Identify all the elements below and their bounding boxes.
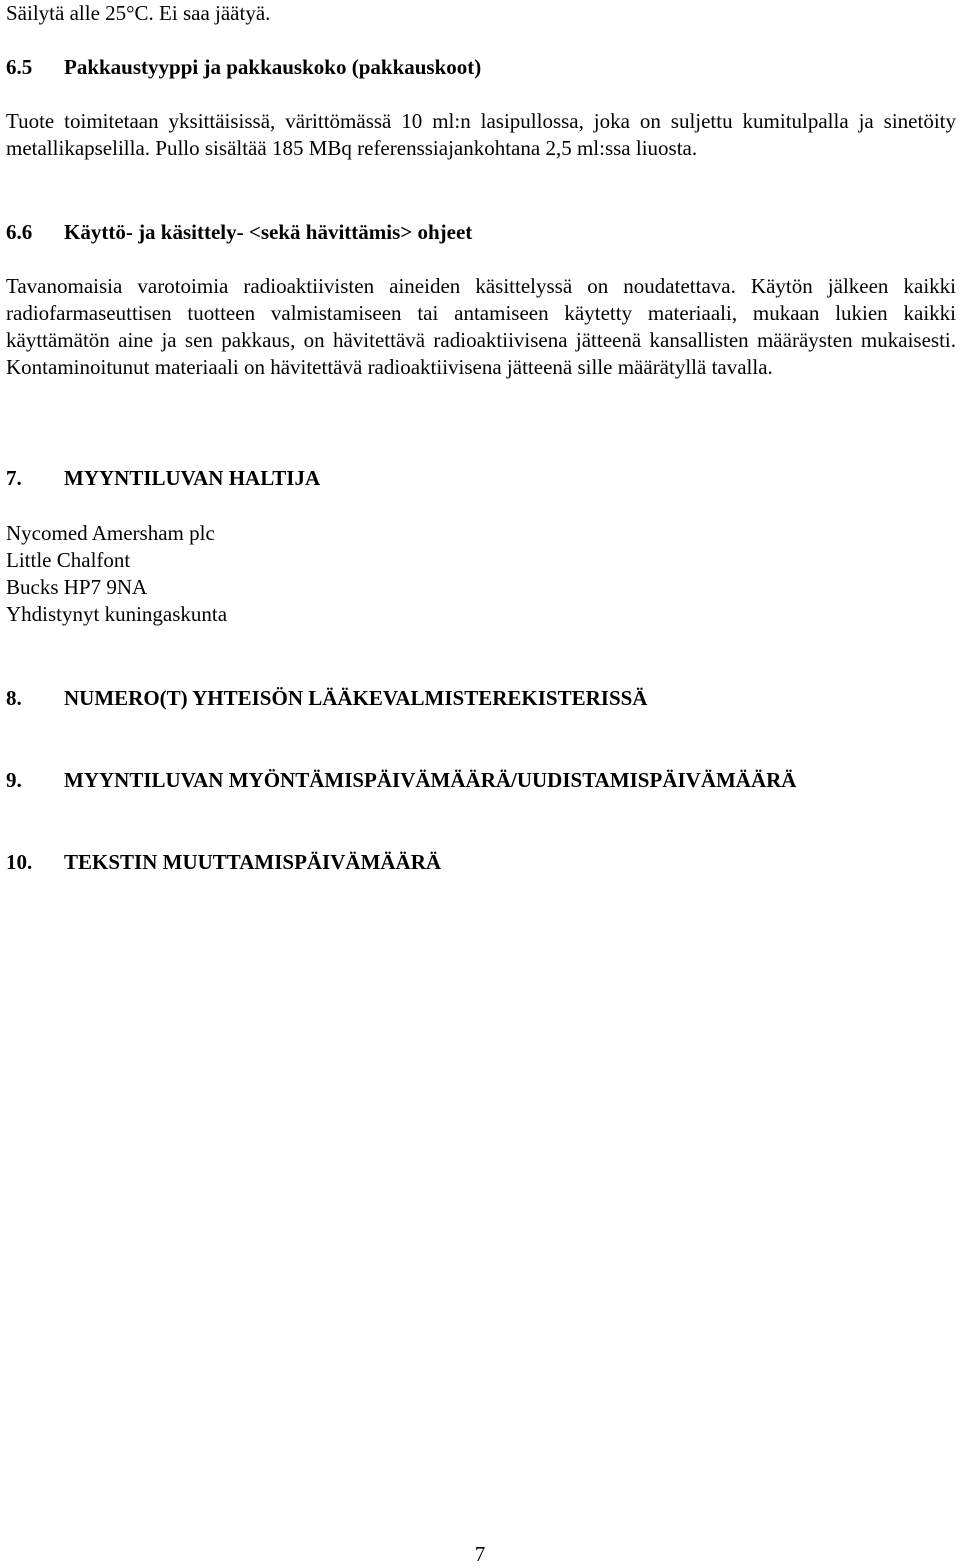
section-6-6-paragraph: Tavanomaisia varotoimia radioaktiivisten aineiden käsittelyssä on noudatettava. Käytön jälkeen kaikki radiofarmaseuttisen tuotteen valmistamiseen tai antamiseen käytetty materiaali, mukaan lukien kaikki käyttämätön aine ja sen pakkaus, on hävitettävä radioaktiivisena jätteenä kansallisten määräysten mukaisesti. Kontaminoitunut materiaali on hävitettävä radioaktiivisena jätteenä sille määrätyllä tavalla.	[6, 274, 956, 379]
section-9-heading	[6, 767, 956, 794]
address-line: Yhdistynyt kuningaskunta	[6, 602, 228, 626]
section-title: NUMERO(T) YHTEISÖN LÄÄKEVALMISTEREKISTERISSÄ	[64, 686, 648, 710]
storage-text: Säilytä alle 25°C. Ei saa jäätyä.	[6, 1, 271, 25]
section-8-heading	[6, 685, 956, 712]
section-6-5-paragraph: Tuote toimitetaan yksittäisissä, värittömässä 10 ml:n lasipullossa, joka on suljettu kumitulpalla ja sinetöity metallikapselilla. Pullo sisältää 185 MBq referenssiajankohtana 2,5 ml:ssa liuosta.	[6, 109, 956, 160]
section-10-heading	[6, 849, 956, 876]
section-title: Pakkaustyyppi ja pakkauskoko (pakkauskoot)	[64, 55, 482, 79]
section-7-heading	[6, 465, 956, 492]
section-number: 9.	[6, 768, 22, 792]
section-number: 6.5	[6, 55, 33, 79]
section-number: 8.	[6, 686, 22, 710]
section-title: TEKSTIN MUUTTAMISPÄIVÄMÄÄRÄ	[64, 850, 442, 874]
section-number: 6.6	[6, 220, 33, 244]
section-6-6-heading	[6, 219, 956, 246]
page-number: 7	[474, 1542, 486, 1566]
section-number: 7.	[6, 466, 22, 490]
section-6-5-heading	[6, 54, 956, 81]
address-line: Little Chalfont	[6, 548, 131, 572]
section-title: MYYNTILUVAN MYÖNTÄMISPÄIVÄMÄÄRÄ/UUDISTAMISPÄIVÄMÄÄRÄ	[64, 768, 797, 792]
marketing-authorisation-holder-address	[6, 520, 956, 628]
section-number: 10.	[6, 850, 33, 874]
section-title: Käyttö- ja käsittely- <sekä hävittämis> ohjeet	[64, 220, 473, 244]
section-title: MYYNTILUVAN HALTIJA	[64, 466, 321, 490]
address-line: Bucks HP7 9NA	[6, 575, 148, 599]
address-line: Nycomed Amersham plc	[6, 521, 215, 545]
